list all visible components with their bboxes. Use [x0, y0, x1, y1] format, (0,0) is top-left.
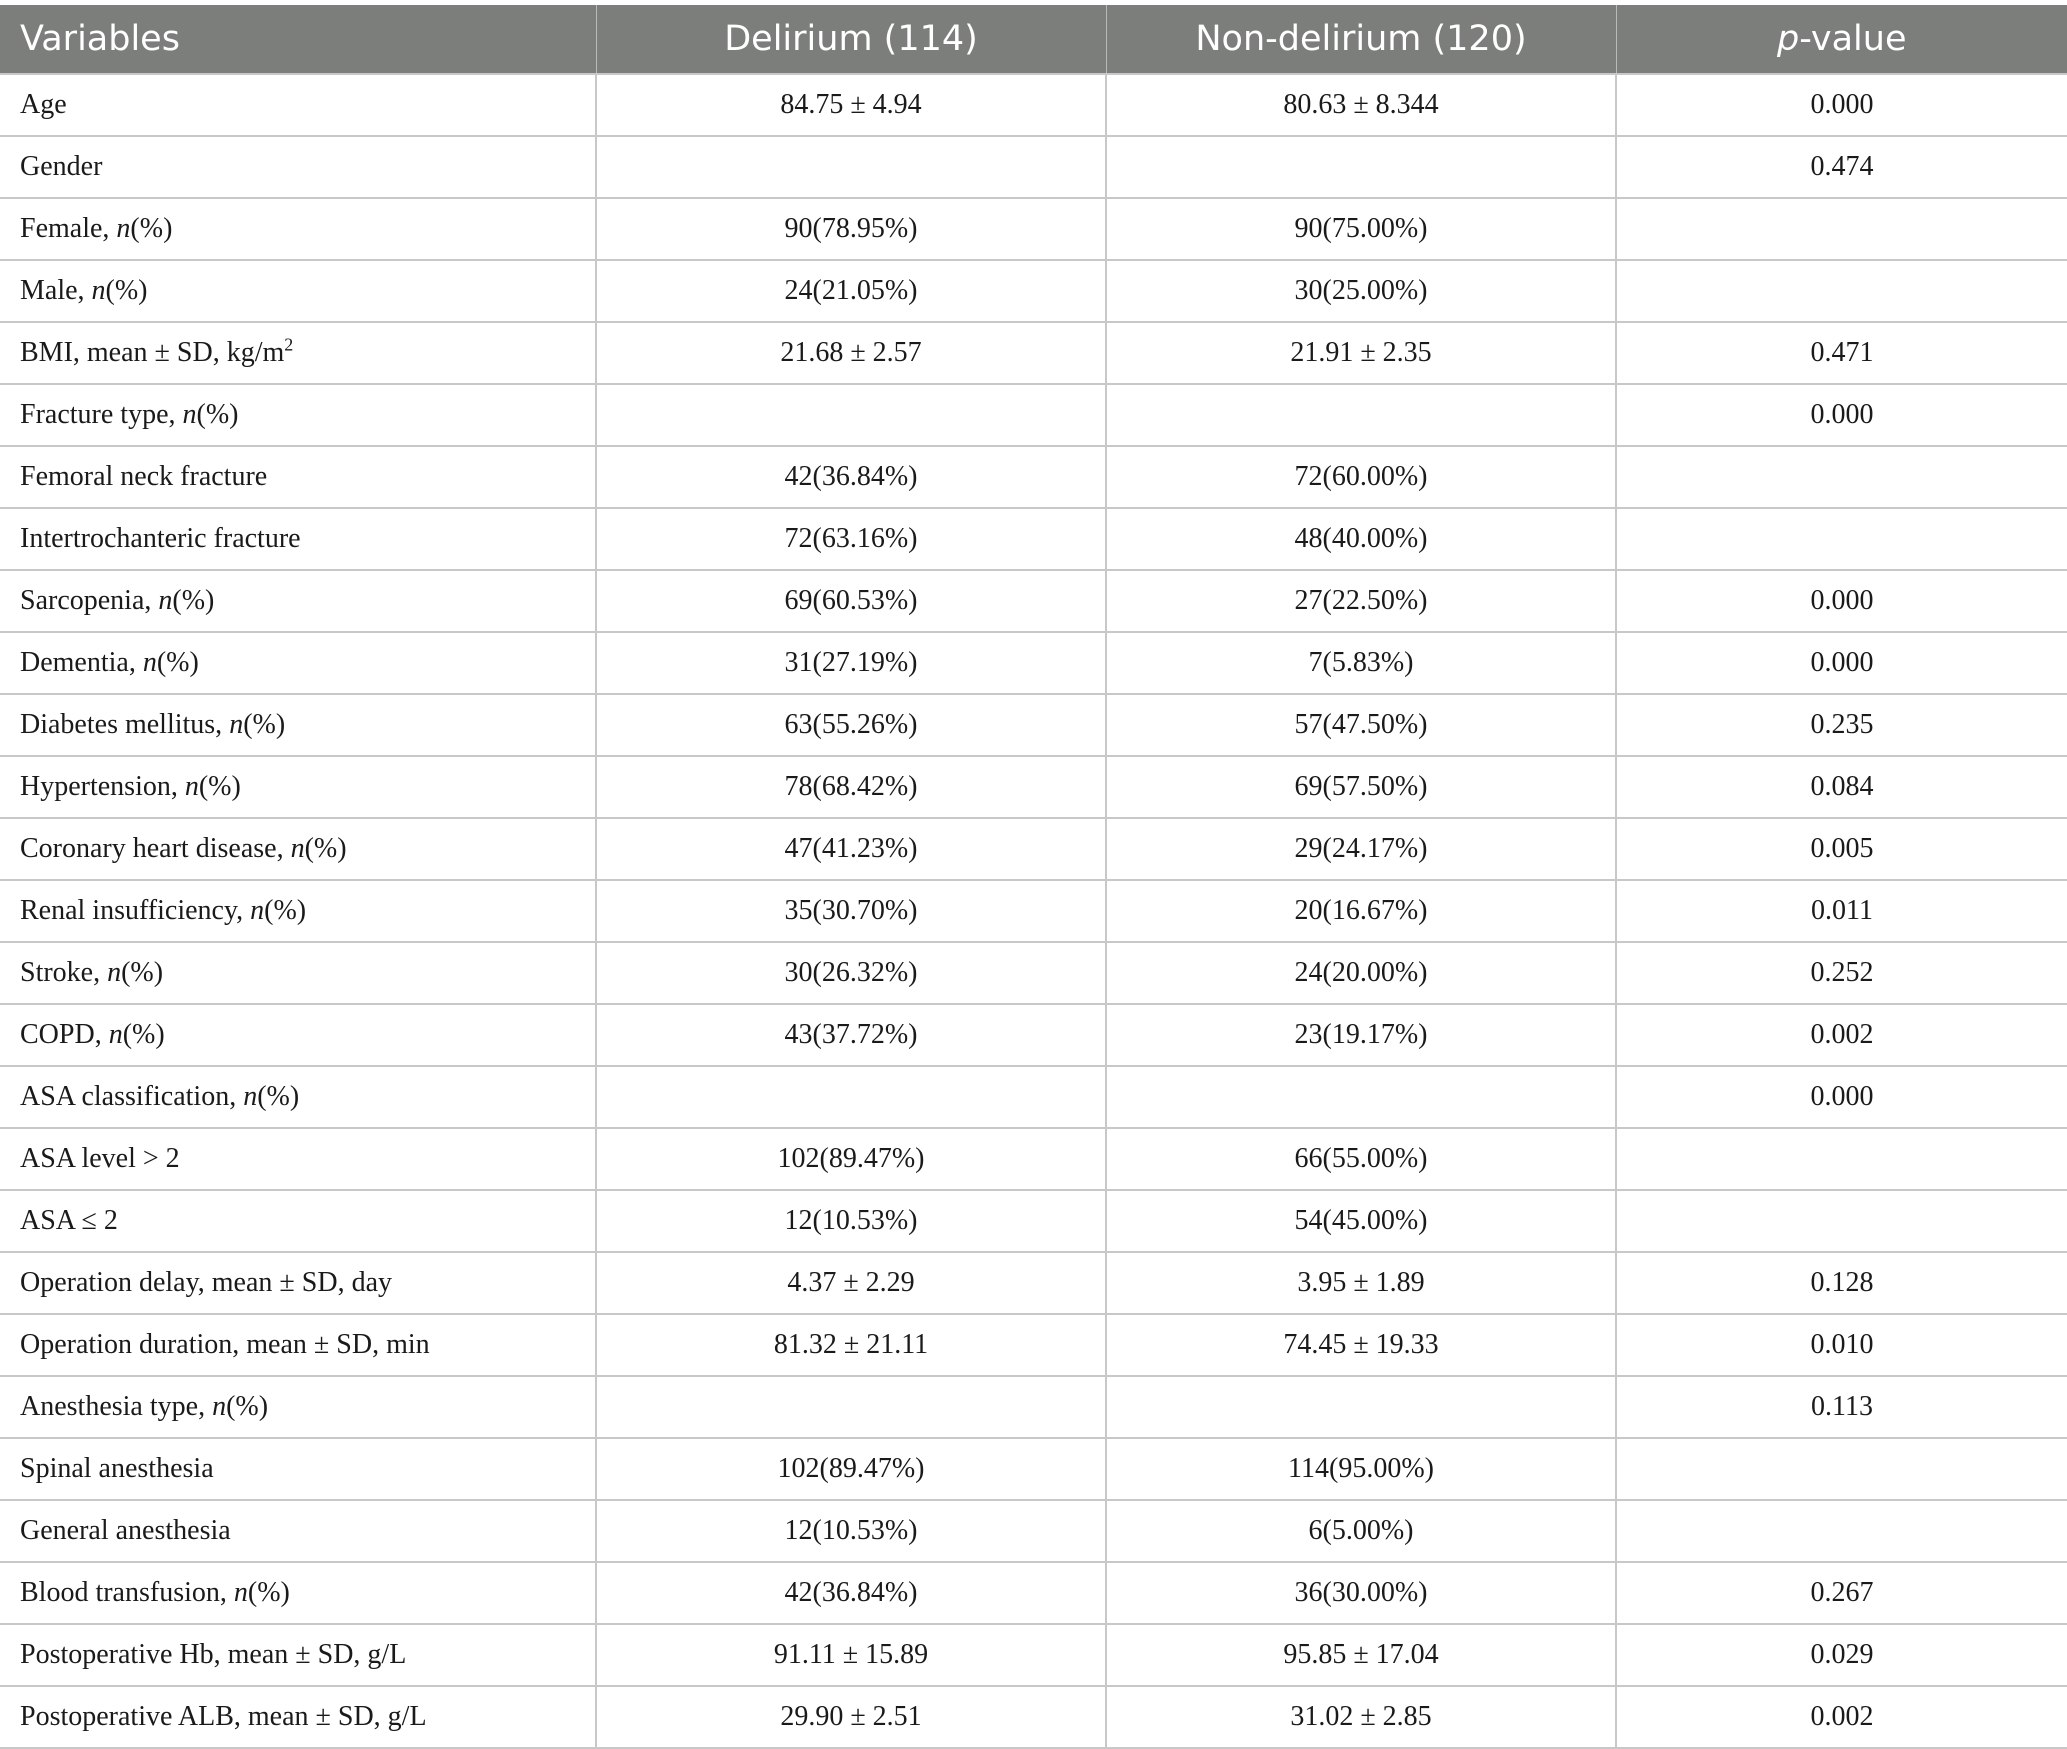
table-row — [0, 1190, 2067, 1252]
row-variable-cell — [0, 756, 596, 818]
p-value-cell: 0.471 — [1616, 322, 2067, 384]
non-delirium-value-cell — [1106, 1066, 1616, 1128]
row-variable-cell — [0, 1438, 596, 1500]
delirium-value-cell: 102(89.47%) — [596, 1438, 1106, 1500]
p-value-cell: 0.000 — [1616, 632, 2067, 694]
table-row — [0, 1252, 2067, 1314]
table-row — [0, 1376, 2067, 1438]
p-value-cell: 0.084 — [1616, 756, 2067, 818]
delirium-value-cell: 35(30.70%) — [596, 880, 1106, 942]
row-variable-cell — [0, 942, 596, 1004]
row-variable-cell — [0, 694, 596, 756]
p-value-cell — [1616, 260, 2067, 322]
table-row — [0, 1500, 2067, 1562]
header-p-value — [1616, 5, 2067, 74]
non-delirium-value-cell: 36(30.00%) — [1106, 1562, 1616, 1624]
p-value-cell: 0.000 — [1616, 570, 2067, 632]
table-row — [0, 1686, 2067, 1748]
delirium-value-cell: 29.90 ± 2.51 — [596, 1686, 1106, 1748]
p-value-cell — [1616, 1438, 2067, 1500]
row-variable-n-italic: n — [116, 213, 131, 244]
p-value-cell: 0.000 — [1616, 1066, 2067, 1128]
p-value-cell — [1616, 446, 2067, 508]
non-delirium-value-cell: 20(16.67%) — [1106, 880, 1616, 942]
row-variable-percent-suffix: (%) — [196, 399, 239, 430]
table-row — [0, 136, 2067, 198]
row-variable-label: Age — [20, 89, 67, 120]
row-variable-percent-suffix: (%) — [257, 1081, 300, 1112]
non-delirium-value-cell: 54(45.00%) — [1106, 1190, 1616, 1252]
p-value-cell: 0.000 — [1616, 74, 2067, 136]
row-variable-cell — [0, 136, 596, 198]
table-row — [0, 1562, 2067, 1624]
delirium-value-cell — [596, 1066, 1106, 1128]
row-variable-n-italic: n — [91, 275, 106, 306]
row-variable-percent-suffix: (%) — [198, 771, 241, 802]
p-value-cell — [1616, 1190, 2067, 1252]
p-value-cell — [1616, 508, 2067, 570]
non-delirium-value-cell: 23(19.17%) — [1106, 1004, 1616, 1066]
non-delirium-value-cell — [1106, 136, 1616, 198]
delirium-value-cell: 43(37.72%) — [596, 1004, 1106, 1066]
p-value-cell: 0.235 — [1616, 694, 2067, 756]
non-delirium-value-cell: 74.45 ± 19.33 — [1106, 1314, 1616, 1376]
delirium-value-cell — [596, 384, 1106, 446]
row-variable-cell — [0, 508, 596, 570]
row-variable-label: Operation delay, mean ± SD, day — [20, 1267, 392, 1298]
row-variable-n-italic: n — [184, 771, 199, 802]
p-value-cell: 0.002 — [1616, 1004, 2067, 1066]
table-row — [0, 1066, 2067, 1128]
table-row — [0, 322, 2067, 384]
header-row — [0, 5, 2067, 74]
header-p-italic: p — [1776, 19, 1800, 59]
row-variable-percent-suffix: (%) — [264, 895, 307, 926]
table-header — [0, 5, 2067, 74]
p-value-cell — [1616, 1500, 2067, 1562]
row-variable-label: Femoral neck fracture — [20, 461, 268, 492]
table-row — [0, 942, 2067, 1004]
delirium-value-cell: 84.75 ± 4.94 — [596, 74, 1106, 136]
row-variable-percent-suffix: (%) — [304, 833, 347, 864]
p-value-cell: 0.010 — [1616, 1314, 2067, 1376]
table-row — [0, 1624, 2067, 1686]
non-delirium-value-cell: 7(5.83%) — [1106, 632, 1616, 694]
row-variable-n-italic: n — [233, 1577, 248, 1608]
row-variable-percent-suffix: (%) — [121, 957, 164, 988]
header-variables: Variables — [0, 5, 596, 74]
row-variable-label: Stroke, — [20, 957, 108, 988]
non-delirium-value-cell: 95.85 ± 17.04 — [1106, 1624, 1616, 1686]
row-variable-cell — [0, 446, 596, 508]
row-variable-label: Fracture type, — [20, 399, 183, 430]
non-delirium-value-cell: 114(95.00%) — [1106, 1438, 1616, 1500]
delirium-value-cell: 63(55.26%) — [596, 694, 1106, 756]
row-variable-cell — [0, 1066, 596, 1128]
table-row — [0, 632, 2067, 694]
row-variable-label: ASA ≤ 2 — [20, 1205, 118, 1236]
delirium-value-cell: 30(26.32%) — [596, 942, 1106, 1004]
row-variable-label: Blood transfusion, — [20, 1577, 234, 1608]
non-delirium-value-cell: 31.02 ± 2.85 — [1106, 1686, 1616, 1748]
table-row — [0, 508, 2067, 570]
row-variable-cell — [0, 1500, 596, 1562]
non-delirium-value-cell: 21.91 ± 2.35 — [1106, 322, 1616, 384]
p-value-cell: 0.000 — [1616, 384, 2067, 446]
row-variable-n-italic: n — [212, 1391, 227, 1422]
row-variable-label: Male, — [20, 275, 92, 306]
non-delirium-value-cell: 69(57.50%) — [1106, 756, 1616, 818]
non-delirium-value-cell: 30(25.00%) — [1106, 260, 1616, 322]
row-variable-cell — [0, 260, 596, 322]
p-value-cell — [1616, 1128, 2067, 1190]
table-row — [0, 260, 2067, 322]
header-delirium: Delirium (114) — [596, 5, 1106, 74]
delirium-value-cell: 90(78.95%) — [596, 198, 1106, 260]
table-row — [0, 756, 2067, 818]
row-variable-cell — [0, 1128, 596, 1190]
row-variable-cell — [0, 632, 596, 694]
p-value-cell — [1616, 198, 2067, 260]
row-variable-cell — [0, 1314, 596, 1376]
table-row — [0, 1128, 2067, 1190]
row-variable-label: Anesthesia type, — [20, 1391, 213, 1422]
table-row — [0, 694, 2067, 756]
row-variable-n-italic: n — [182, 399, 197, 430]
p-value-cell: 0.474 — [1616, 136, 2067, 198]
row-variable-n-italic: n — [107, 957, 122, 988]
table-row — [0, 1004, 2067, 1066]
row-variable-label: Dementia, — [20, 647, 143, 678]
delirium-value-cell — [596, 136, 1106, 198]
header-non-delirium: Non-delirium (120) — [1106, 5, 1616, 74]
row-variable-percent-suffix: (%) — [122, 1019, 165, 1050]
row-variable-cell — [0, 570, 596, 632]
row-variable-label: Coronary heart disease, — [20, 833, 291, 864]
row-variable-cell — [0, 384, 596, 446]
row-variable-n-italic: n — [142, 647, 157, 678]
delirium-value-cell: 24(21.05%) — [596, 260, 1106, 322]
table-row — [0, 818, 2067, 880]
row-variable-superscript: 2 — [284, 334, 294, 355]
row-variable-cell — [0, 74, 596, 136]
delirium-value-cell: 4.37 ± 2.29 — [596, 1252, 1106, 1314]
delirium-value-cell: 72(63.16%) — [596, 508, 1106, 570]
table-row — [0, 74, 2067, 136]
row-variable-label: Female, — [20, 213, 117, 244]
row-variable-percent-suffix: (%) — [130, 213, 173, 244]
p-value-cell: 0.029 — [1616, 1624, 2067, 1686]
delirium-value-cell: 42(36.84%) — [596, 1562, 1106, 1624]
non-delirium-value-cell: 48(40.00%) — [1106, 508, 1616, 570]
table-row — [0, 198, 2067, 260]
p-value-cell: 0.267 — [1616, 1562, 2067, 1624]
row-variable-label: ASA classification, — [20, 1081, 244, 1112]
table-row — [0, 1314, 2067, 1376]
row-variable-label: Renal insufficiency, — [20, 895, 251, 926]
p-value-cell: 0.128 — [1616, 1252, 2067, 1314]
row-variable-n-italic: n — [290, 833, 305, 864]
row-variable-label: Intertrochanteric fracture — [20, 523, 301, 554]
delirium-value-cell: 21.68 ± 2.57 — [596, 322, 1106, 384]
row-variable-label: Diabetes mellitus, — [20, 709, 230, 740]
row-variable-cell — [0, 322, 596, 384]
row-variable-cell — [0, 818, 596, 880]
table-row — [0, 446, 2067, 508]
row-variable-label: Spinal anesthesia — [20, 1453, 214, 1484]
p-value-cell: 0.113 — [1616, 1376, 2067, 1438]
row-variable-n-italic: n — [229, 709, 244, 740]
non-delirium-value-cell: 90(75.00%) — [1106, 198, 1616, 260]
row-variable-label: Postoperative ALB, mean ± SD, g/L — [20, 1701, 427, 1732]
row-variable-percent-suffix: (%) — [156, 647, 199, 678]
delirium-value-cell — [596, 1376, 1106, 1438]
table-row — [0, 1438, 2067, 1500]
row-variable-cell — [0, 880, 596, 942]
non-delirium-value-cell: 72(60.00%) — [1106, 446, 1616, 508]
non-delirium-value-cell: 57(47.50%) — [1106, 694, 1616, 756]
non-delirium-value-cell: 27(22.50%) — [1106, 570, 1616, 632]
row-variable-cell — [0, 1624, 596, 1686]
delirium-value-cell: 12(10.53%) — [596, 1190, 1106, 1252]
p-value-cell: 0.002 — [1616, 1686, 2067, 1748]
row-variable-label: General anesthesia — [20, 1515, 231, 1546]
row-variable-label: COPD, — [20, 1019, 109, 1050]
table-row — [0, 570, 2067, 632]
row-variable-percent-suffix: (%) — [243, 709, 286, 740]
delirium-value-cell: 81.32 ± 21.11 — [596, 1314, 1106, 1376]
delirium-value-cell: 47(41.23%) — [596, 818, 1106, 880]
non-delirium-value-cell: 29(24.17%) — [1106, 818, 1616, 880]
row-variable-cell — [0, 1190, 596, 1252]
delirium-value-cell: 78(68.42%) — [596, 756, 1106, 818]
row-variable-percent-suffix: (%) — [226, 1391, 269, 1422]
p-value-cell: 0.005 — [1616, 818, 2067, 880]
row-variable-cell — [0, 1686, 596, 1748]
table-body — [0, 74, 2067, 1748]
non-delirium-value-cell — [1106, 384, 1616, 446]
delirium-value-cell: 42(36.84%) — [596, 446, 1106, 508]
row-variable-label: BMI, mean ± SD, kg/m — [20, 337, 285, 368]
row-variable-label: Operation duration, mean ± SD, min — [20, 1329, 430, 1360]
delirium-value-cell: 102(89.47%) — [596, 1128, 1106, 1190]
delirium-value-cell: 69(60.53%) — [596, 570, 1106, 632]
non-delirium-value-cell: 24(20.00%) — [1106, 942, 1616, 1004]
row-variable-cell — [0, 198, 596, 260]
row-variable-cell — [0, 1376, 596, 1438]
table-row — [0, 384, 2067, 446]
baseline-characteristics-table-container — [0, 5, 2067, 1749]
row-variable-n-italic: n — [108, 1019, 123, 1050]
baseline-characteristics-table — [0, 5, 2067, 1749]
row-variable-percent-suffix: (%) — [105, 275, 148, 306]
row-variable-n-italic: n — [243, 1081, 258, 1112]
row-variable-cell — [0, 1562, 596, 1624]
delirium-value-cell: 91.11 ± 15.89 — [596, 1624, 1106, 1686]
non-delirium-value-cell — [1106, 1376, 1616, 1438]
non-delirium-value-cell: 66(55.00%) — [1106, 1128, 1616, 1190]
p-value-cell: 0.011 — [1616, 880, 2067, 942]
row-variable-label: Postoperative Hb, mean ± SD, g/L — [20, 1639, 407, 1670]
non-delirium-value-cell: 80.63 ± 8.344 — [1106, 74, 1616, 136]
row-variable-label: Hypertension, — [20, 771, 185, 802]
row-variable-cell — [0, 1004, 596, 1066]
row-variable-percent-suffix: (%) — [172, 585, 215, 616]
row-variable-n-italic: n — [158, 585, 173, 616]
table-row — [0, 880, 2067, 942]
p-value-cell: 0.252 — [1616, 942, 2067, 1004]
header-p-suffix: -value — [1799, 19, 1907, 59]
delirium-value-cell: 31(27.19%) — [596, 632, 1106, 694]
non-delirium-value-cell: 6(5.00%) — [1106, 1500, 1616, 1562]
non-delirium-value-cell: 3.95 ± 1.89 — [1106, 1252, 1616, 1314]
delirium-value-cell: 12(10.53%) — [596, 1500, 1106, 1562]
row-variable-label: Sarcopenia, — [20, 585, 159, 616]
row-variable-percent-suffix: (%) — [247, 1577, 290, 1608]
row-variable-n-italic: n — [250, 895, 265, 926]
row-variable-label: ASA level > 2 — [20, 1143, 180, 1174]
row-variable-cell — [0, 1252, 596, 1314]
row-variable-label: Gender — [20, 151, 103, 182]
